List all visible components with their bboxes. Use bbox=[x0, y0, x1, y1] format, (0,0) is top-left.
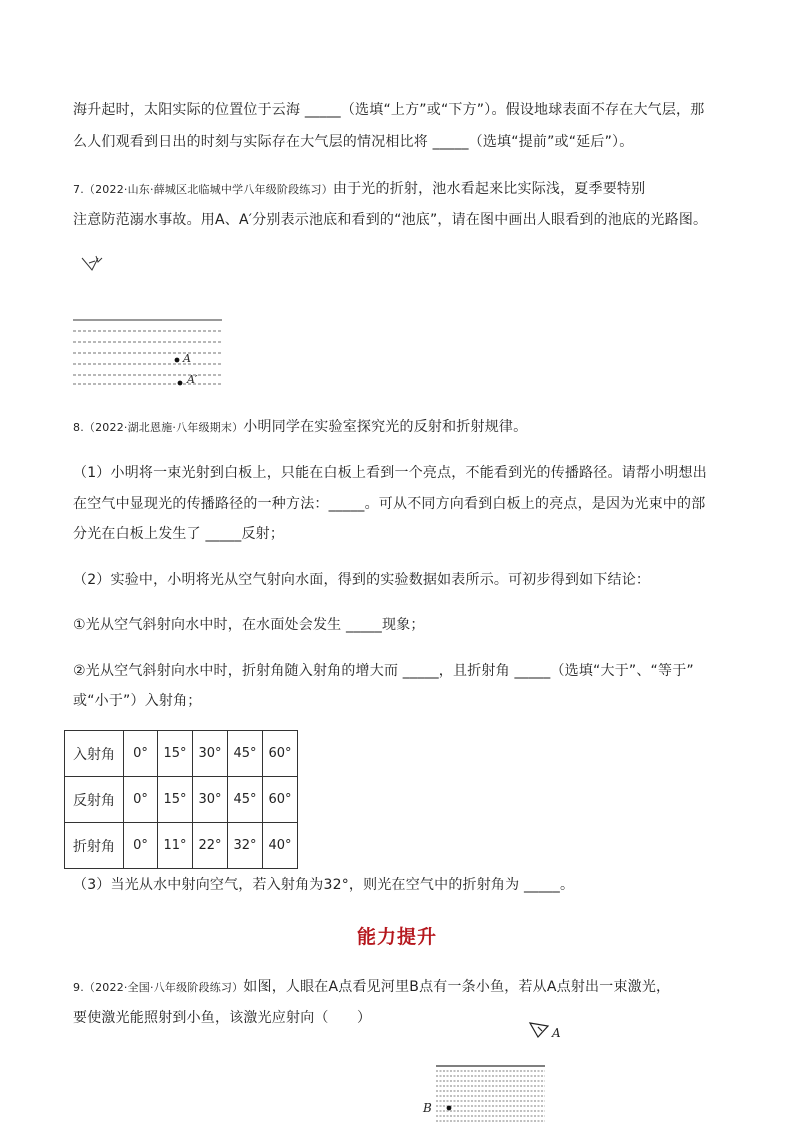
river-dashes bbox=[436, 1071, 545, 1121]
table-cell: 反射角 bbox=[65, 777, 124, 823]
q7-line-1 bbox=[73, 179, 645, 200]
table-cell: 11° bbox=[158, 823, 193, 869]
table-row bbox=[65, 777, 298, 823]
q8-conclusion-1: ①光从空气斜射向水中时，在水面处会发生 _____现象； bbox=[73, 617, 425, 633]
q9-source: （2022·全国·八年级阶段练习） bbox=[83, 981, 244, 994]
table-cell: 15° bbox=[158, 777, 193, 823]
q8-p2-line-1: （2）实验中，小明将光从空气射向水面，得到的实验数据如表所示。可初步得到如下结论： bbox=[73, 572, 651, 588]
table-cell: 0° bbox=[124, 777, 158, 823]
water-dashes bbox=[73, 331, 222, 384]
table-cell: 30° bbox=[193, 777, 228, 823]
q7-text: 由于光的折射，池水看起来比实际浅，夏季要特别 bbox=[332, 181, 646, 197]
q6-line-2: 么人们观看到日出的时刻与实际存在大气层的情况相比将 _____（选填“提前”或“延后”）。 bbox=[73, 134, 634, 150]
q8-p3: （3）当光从水中射向空气，若入射角为32°，则光在空气中的折射角为 _____。 bbox=[73, 877, 575, 893]
q9-text: 如图，人眼在A点看见河里B点有一条小鱼，若从A点射出一束激光， bbox=[243, 979, 671, 995]
label-a: A bbox=[183, 352, 191, 365]
angle-table bbox=[64, 730, 298, 869]
q7-figure bbox=[70, 250, 230, 395]
table-cell: 60° bbox=[263, 777, 298, 823]
label-a: A bbox=[552, 1026, 561, 1040]
table-cell: 折射角 bbox=[65, 823, 124, 869]
table-cell: 40° bbox=[263, 823, 298, 869]
q8-p1-line-2: 在空气中显现光的传播路径的一种方法：_____。可从不同方向看到白板上的亮点，是因为光束中的部 bbox=[73, 496, 706, 512]
q8-conclusion-2-line-1: ②光从空气斜射向水中时，折射角随入射角的增大而 _____，且折射角 _____（选填“大于”、“等于” bbox=[73, 663, 694, 679]
q9-line-1 bbox=[73, 977, 670, 998]
q8-p1-line-1: （1）小明将一束光射到白板上，只能在白板上看到一个亮点，不能看到光的传播路径。请帮小明想出 bbox=[73, 465, 707, 481]
q8-number: 8. bbox=[73, 421, 84, 434]
table-cell: 15° bbox=[158, 731, 193, 777]
q8-text: 小明同学在实验室探究光的反射和折射规律。 bbox=[243, 419, 528, 435]
table-row bbox=[65, 731, 298, 777]
table-row bbox=[65, 823, 298, 869]
q7-line-2: 注意防范溺水事故。用A、A′分别表示池底和看到的“池底”，请在图中画出人眼看到的池底的光路图。 bbox=[73, 212, 708, 228]
q7-source: （2022·山东·薛城区北临城中学八年级阶段练习） bbox=[83, 183, 333, 196]
eye-icon bbox=[82, 256, 102, 270]
q8-p1-line-3: 分光在白板上发生了 _____反射； bbox=[73, 526, 285, 542]
table-cell: 0° bbox=[124, 823, 158, 869]
point-a bbox=[175, 358, 180, 363]
table-cell: 22° bbox=[193, 823, 228, 869]
section-title: 能力提升 bbox=[356, 926, 437, 948]
q8-line-1 bbox=[73, 417, 527, 438]
table-cell: 32° bbox=[228, 823, 263, 869]
q6-line-1: 海升起时，太阳实际的位置位于云海 _____（选填“上方”或“下方”）。假设地球表面不存在大气层，那 bbox=[73, 102, 705, 118]
label-a-prime: A′ bbox=[187, 373, 198, 386]
q9-line-2: 要使激光能照射到小鱼，该激光应射向（ ） bbox=[73, 1010, 372, 1026]
table-cell: 60° bbox=[263, 731, 298, 777]
q9-number: 9. bbox=[73, 981, 84, 994]
q8-source: （2022·湖北恩施·八年级期末） bbox=[83, 421, 244, 434]
table-cell: 0° bbox=[124, 731, 158, 777]
label-b: B bbox=[423, 1101, 432, 1115]
table-cell: 45° bbox=[228, 731, 263, 777]
eye-icon bbox=[530, 1023, 548, 1037]
q7-number: 7. bbox=[73, 183, 84, 196]
table-cell: 45° bbox=[228, 777, 263, 823]
table-cell: 入射角 bbox=[65, 731, 124, 777]
point-a-prime bbox=[178, 381, 183, 386]
q8-conclusion-2-line-2: 或“小于”）入射角； bbox=[73, 693, 202, 709]
q9-figure bbox=[420, 1015, 570, 1123]
table-cell: 30° bbox=[193, 731, 228, 777]
point-b bbox=[447, 1106, 452, 1111]
